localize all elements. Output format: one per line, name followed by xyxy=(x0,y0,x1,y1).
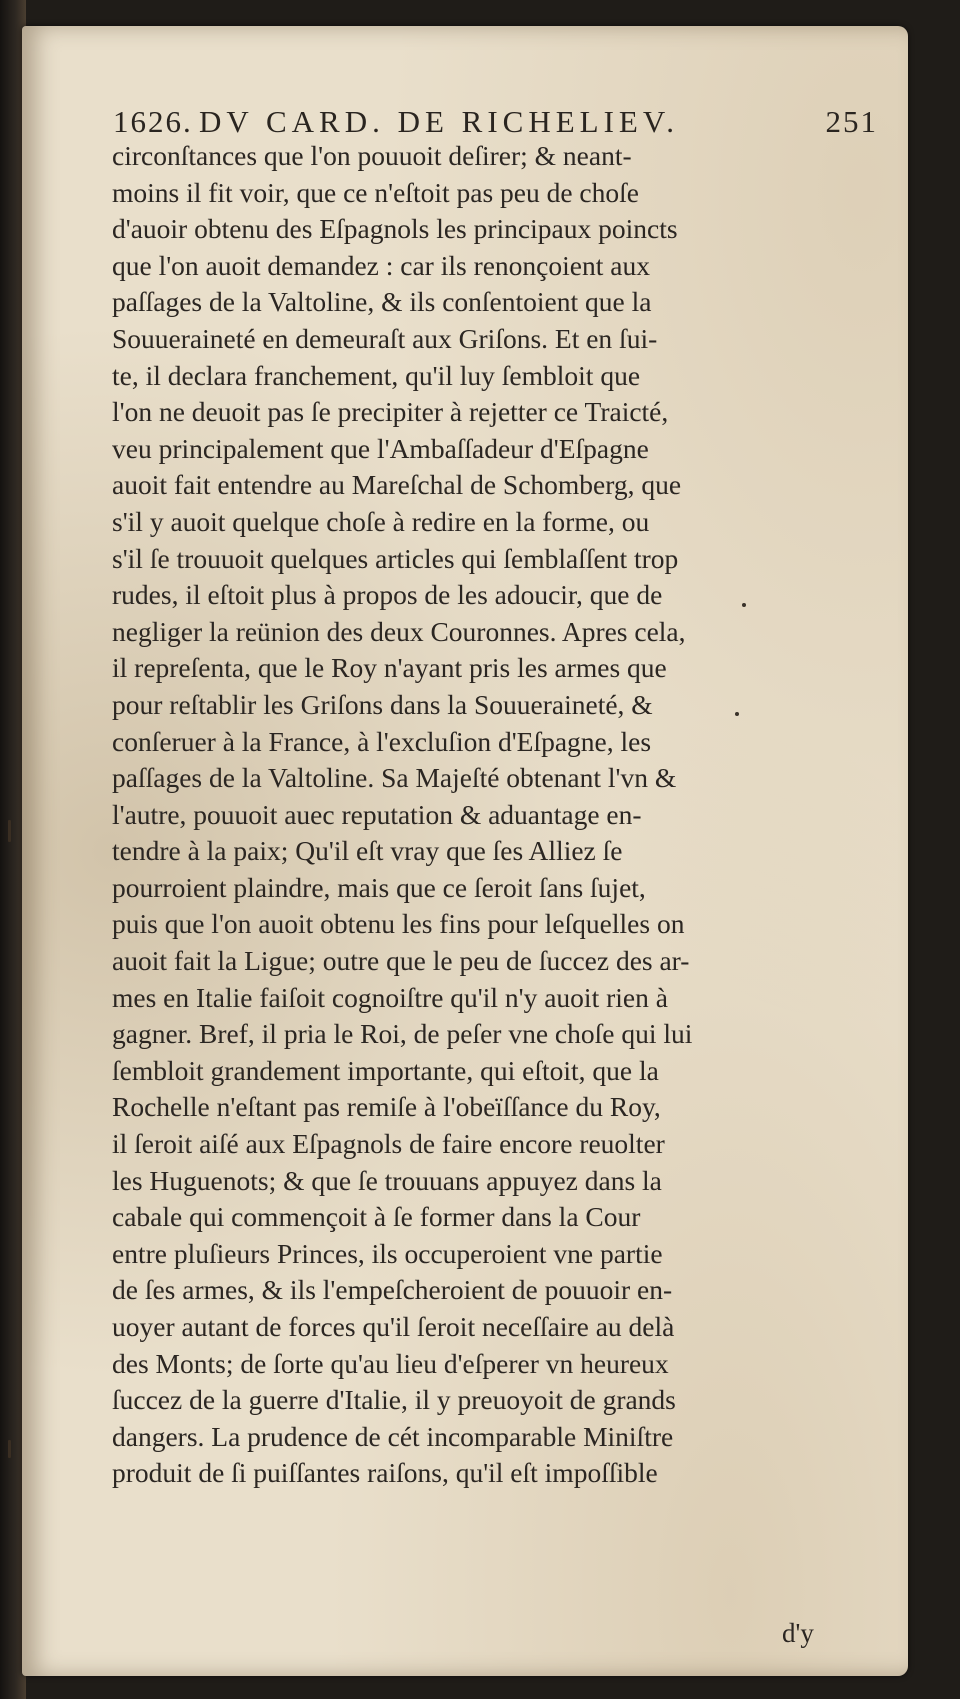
gutter-mark xyxy=(8,820,11,842)
text-line: negliger la reünion des deux Couronnes. Apres cela, xyxy=(112,615,686,647)
catchword: d'y xyxy=(782,1618,814,1648)
text-line: dangers. La prudence de cét incomparable Miniſtre xyxy=(112,1420,674,1452)
margin-speck xyxy=(742,603,746,607)
text-line: pourroient plaindre, mais que ce ſeroit ſans ſujet, xyxy=(112,871,646,903)
text-line: moins il fit voir, que ce n'eſtoit pas peu de choſe xyxy=(112,176,639,208)
text-line: que l'on auoit demandez : car ils renonçoient aux xyxy=(112,249,650,281)
running-head-year: 1626. xyxy=(113,104,193,139)
text-line: il repreſenta, que le Roy n'ayant pris les armes que xyxy=(112,652,667,684)
page-number: 251 xyxy=(825,104,878,139)
text-line: conſeruer à la France, à l'excluſion d'Eſpagne, les xyxy=(112,725,652,757)
text-line: auoit fait la Ligue; outre que le peu de ſuccez des ar- xyxy=(112,945,690,977)
text-line: circonſtances que l'on pouuoit deſirer; & neant- xyxy=(112,140,632,171)
text-line: te, il declara franchement, qu'il luy ſembloit que xyxy=(112,359,641,391)
text-line: des Monts; de ſorte qu'au lieu d'eſperer vn heureux xyxy=(112,1347,669,1379)
text-line: Souueraineté en demeuraſt aux Griſons. Et en ſui- xyxy=(112,322,658,354)
running-head-title: DV CARD. DE RICHELIEV. xyxy=(199,104,680,139)
text-line: paſſages de la Valtoline, & ils conſentoient que la xyxy=(112,286,652,318)
gutter-mark xyxy=(8,1440,11,1458)
text-line: l'on ne deuoit pas ſe precipiter à rejetter ce Traicté, xyxy=(112,396,669,428)
margin-speck xyxy=(735,712,739,716)
text-line: mes en Italie faiſoit cognoiſtre qu'il n'y auoit rien à xyxy=(112,981,668,1013)
text-line: s'il y auoit quelque choſe à redire en la forme, ou xyxy=(112,505,650,537)
text-line: il ſeroit aiſé aux Eſpagnols de faire encore reuolter xyxy=(112,1128,665,1160)
text-line: de ſes armes, & ils l'empeſcheroient de pouuoir en- xyxy=(112,1274,673,1306)
text-line: gagner. Bref, il pria le Roi, de peſer vne choſe qui lui xyxy=(112,1018,693,1050)
text-line: veu principalement que l'Ambaſſadeur d'Eſpagne xyxy=(112,432,649,464)
text-line: ſuccez de la guerre d'Italie, il y preuoyoit de grands xyxy=(112,1384,676,1416)
body-text xyxy=(112,138,812,1492)
text-line: uoyer autant de forces qu'il ſeroit neceſſaire au delà xyxy=(112,1311,675,1342)
text-line: s'il ſe trouuoit quelques articles qui ſemblaſſent trop xyxy=(112,542,679,574)
text-line: l'autre, pouuoit auec reputation & aduantage en- xyxy=(112,798,642,830)
text-line: ſembloit grandement importante, qui eſtoit, que la xyxy=(112,1054,659,1086)
text-line: d'auoir obtenu des Eſpagnols les principaux poincts xyxy=(112,213,678,245)
text-line: cabale qui commençoit à ſe former dans la Cour xyxy=(112,1201,641,1233)
text-line: puis que l'on auoit obtenu les fins pour leſquelles on xyxy=(112,908,685,940)
text-line: paſſages de la Valtoline. Sa Majeſté obtenant l'vn & xyxy=(112,762,677,794)
text-line: entre pluſieurs Princes, ils occuperoient vne partie xyxy=(112,1237,663,1269)
text-line: pour reſtablir les Griſons dans la Souueraineté, & xyxy=(112,688,653,720)
text-line: tendre à la paix; Qu'il eſt vray que ſes Alliez ſe xyxy=(112,835,623,867)
text-line: rudes, il eſtoit plus à propos de les adoucir, que de xyxy=(112,579,663,611)
text-line: Rochelle n'eſtant pas remiſe à l'obeïſſance du Roy, xyxy=(112,1091,661,1123)
text-line: produit de ſi puiſſantes raiſons, qu'il eſt impoſſible xyxy=(112,1457,658,1489)
text-line: auoit fait entendre au Mareſchal de Schomberg, que xyxy=(112,469,682,501)
text-line: les Huguenots; & que ſe trouuans appuyez dans la xyxy=(112,1164,662,1196)
